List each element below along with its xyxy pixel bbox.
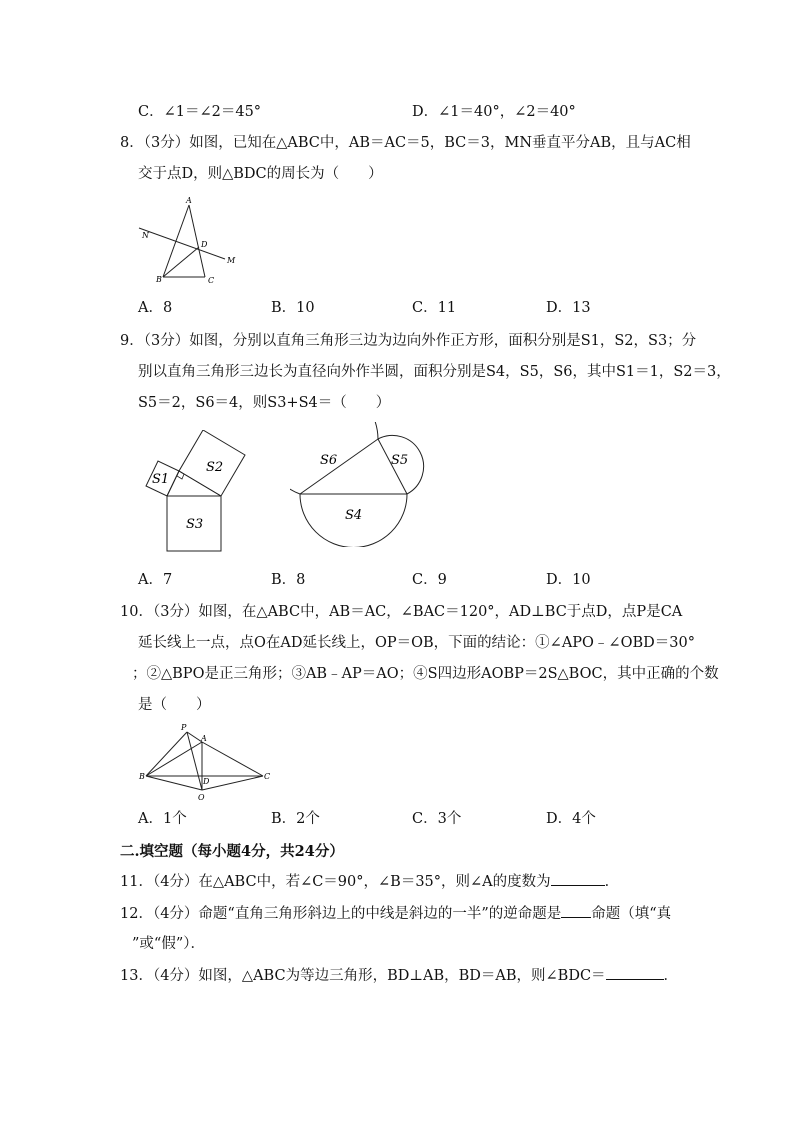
q13-text: 13．（4分）如图，△ABC为等边三角形，BD⊥AB，BD＝AB，则∠BDC＝	[120, 968, 606, 984]
q9-stem-line2: 别以直角三角形三边长为直径向外作半圆，面积分别是S4，S5，S6，其中S1＝1，S2＝3，	[138, 364, 731, 380]
q10-option-d: D．4个	[546, 811, 596, 827]
q10-label-d: D	[203, 777, 210, 786]
q12-answer-blank[interactable]	[561, 903, 591, 918]
q9-option-a: A．7	[138, 572, 173, 588]
q8-option-c: C．11	[412, 300, 457, 316]
q9-stem-line1: 9．（3分）如图，分别以直角三角形三边为边向外作正方形，面积分别是S1，S2，S3；分	[120, 333, 697, 349]
q9-label-s6: S6	[320, 453, 338, 468]
q9-label-s3: S3	[186, 517, 204, 532]
q12-after: 命题（填“真	[591, 906, 672, 922]
q11-line	[120, 871, 619, 892]
q10-stem-line3: ；②△BPO是正三角形；③AB﹣AP＝AO；④S四边形AOBP＝2S△BOC，其中正确的个数	[132, 666, 719, 682]
q10-label-o: O	[198, 793, 205, 802]
q10-label-b: B	[139, 772, 145, 781]
q9-option-d: D．10	[546, 572, 591, 588]
q11-text: 11．（4分）在△ABC中，若∠C＝90°，∠B＝35°，则∠A的度数为	[120, 874, 551, 890]
q8-label-b: B	[156, 275, 162, 284]
q12-text: 12．（4分）命题“直角三角形斜边上的中线是斜边的一半”的逆命题是	[120, 906, 562, 922]
q8-label-n: N	[142, 231, 149, 240]
q7-option-d: D．∠1＝40°，∠2＝40°	[412, 104, 576, 120]
q13-answer-blank[interactable]	[606, 965, 664, 980]
q13-line	[120, 965, 678, 986]
q8-label-c: C	[208, 276, 215, 285]
q10-stem-line4: 是（ ）	[138, 697, 211, 713]
q10-option-b: B．2个	[271, 811, 320, 827]
q8-label-d: D	[201, 240, 208, 249]
q8-option-b: B．10	[271, 300, 315, 316]
q8-label-m: M	[227, 256, 236, 265]
q10-option-c: C．3个	[412, 811, 462, 827]
q10-stem-line2: 延长线上一点，点O在AD延长线上，OP＝OB，下面的结论：①∠APO﹣∠OBD＝30°	[138, 635, 695, 651]
q8-figure	[135, 195, 245, 290]
q7-option-c: C．∠1＝∠2＝45°	[138, 104, 262, 120]
q13-end: ．	[663, 968, 679, 984]
q9-label-s2: S2	[206, 460, 224, 475]
q9-semicircles-figure	[290, 422, 440, 547]
q9-option-c: C．9	[412, 572, 447, 588]
q8-stem-line1: 8．（3分）如图，已知在△ABC中，AB＝AC＝5，BC＝3，MN垂直平分AB，且与AC相	[120, 135, 691, 151]
q10-option-a: A．1个	[138, 811, 187, 827]
q9-label-s4: S4	[345, 508, 363, 523]
q9-stem-line3: S5＝2，S6＝4，则S3+S4＝（ ）	[138, 395, 391, 411]
q10-label-c: C	[264, 772, 271, 781]
q9-squares-figure	[140, 430, 250, 556]
q8-option-d: D．13	[546, 300, 591, 316]
q10-stem-line1: 10．（3分）如图，在△ABC中，AB＝AC，∠BAC＝120°，AD⊥BC于点D，点P是CA	[120, 604, 683, 620]
q11-end: ．	[604, 874, 620, 890]
section-2-heading: 二.填空题（每小题4分，共24分）	[120, 843, 344, 860]
q8-label-a: A	[186, 196, 192, 205]
q10-figure	[137, 720, 272, 805]
q9-option-b: B．8	[271, 572, 306, 588]
q8-option-a: A．8	[138, 300, 173, 316]
q9-label-s1: S1	[152, 472, 170, 487]
q11-answer-blank[interactable]	[551, 871, 605, 886]
q8-stem-line2: 交于点D，则△BDC的周长为（ ）	[138, 166, 383, 182]
q12-line1	[120, 903, 671, 924]
q12-line2: ”或“假”）．	[132, 936, 205, 952]
q10-label-a: A	[201, 734, 207, 743]
q9-label-s5: S5	[391, 453, 409, 468]
q10-label-p: P	[181, 723, 187, 732]
